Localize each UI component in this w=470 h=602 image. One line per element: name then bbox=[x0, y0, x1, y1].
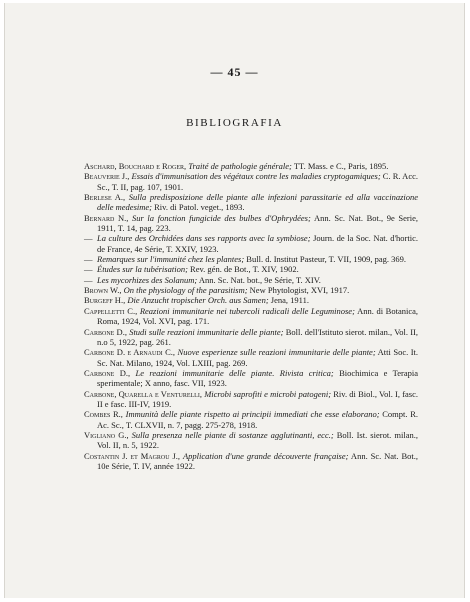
entry-source: Riv. di Patol. veget., 1893. bbox=[152, 202, 245, 213]
bibliography-entry bbox=[84, 161, 418, 171]
entry-author: Beauverie J., bbox=[84, 171, 130, 182]
entry-title: Sulla presenza nelle piante di sostanze agglutinanti, ecc.; bbox=[131, 429, 334, 440]
bibliography-entry bbox=[84, 295, 418, 305]
bibliography-entry bbox=[84, 347, 418, 368]
entry-author: Brown W., bbox=[84, 285, 122, 296]
entry-author: Combes R., bbox=[84, 409, 123, 420]
entry-source: New Phytologist, XVI, 1917. bbox=[247, 285, 350, 296]
entry-source: Rev. gén. de Bot., T. XIV, 1902. bbox=[187, 264, 299, 275]
entry-source: Journ. de la Soc. Nat. d'hortic. de France, 4e Série, T. XXIV, 1923. bbox=[97, 233, 418, 254]
entry-title: Sur la fonction fungicide des bulbes d'Ophrydées; bbox=[131, 212, 311, 223]
entry-title: Reazioni immunitarie nei tubercoli radicali delle Leguminose; bbox=[139, 305, 355, 316]
entry-source: Ann. Sc. Nat. bot., 9e Série, T. XIV. bbox=[197, 274, 321, 285]
bibliography-entry bbox=[84, 430, 418, 451]
entry-title: Traité de pathologie générale; bbox=[188, 161, 292, 171]
entry-author: Carbone D., bbox=[84, 367, 131, 378]
bibliography-entry bbox=[84, 327, 418, 348]
entry-title: Remarques sur l'immunité chez les plantes; bbox=[97, 254, 245, 265]
bibliography-entry bbox=[84, 306, 418, 327]
entry-author: Aschard, Bouchard e Roger, bbox=[84, 161, 187, 171]
entry-source: Atti Soc. It. Sc. Nat. Milano, 1924, Vol. LXIII, pag. 269. bbox=[97, 347, 419, 368]
bibliography-entry bbox=[84, 285, 418, 295]
entry-title: Die Anzucht tropischer Orch. aus Samen; bbox=[127, 295, 269, 306]
bibliography-entry bbox=[84, 264, 418, 274]
entry-source: TT. Mass. e C., Paris, 1895. bbox=[291, 161, 389, 171]
entry-author: Carbone D. e Arnaudi C., bbox=[84, 347, 176, 358]
bibliography-entry bbox=[84, 368, 418, 389]
entry-source: Bull. d. Institut Pasteur, T. VII, 1909, pag. 369. bbox=[244, 254, 407, 265]
entry-author: Berlese A., bbox=[84, 192, 126, 203]
repeat-author-dash: — bbox=[84, 264, 93, 275]
entry-author: Costantin J. et Magrou J., bbox=[84, 450, 181, 461]
entry-author: Carbone, Quarella e Venturelli, bbox=[84, 388, 202, 399]
entry-title: Immunità delle piante rispetto ai principii immediati che esse elaborano; bbox=[125, 409, 380, 420]
entry-title: Application d'une grande découverte française; bbox=[182, 450, 349, 461]
entry-source: Boll. Ist. sierot. milan., Vol. II, n. 5, 1922. bbox=[97, 429, 418, 451]
entry-title: Nuove esperienze sulle reazioni immunitarie delle piante; bbox=[177, 347, 376, 358]
entry-source: Ann. di Botanica, Roma, 1924, Vol. XVI, pag. 171. bbox=[97, 305, 419, 327]
entry-author: Burgeff H., bbox=[84, 295, 126, 306]
entry-author: Vigliano G., bbox=[84, 429, 129, 440]
entry-source: Ann. Sc. Nat. Bot., 10e Série, T. IV, année 1922. bbox=[97, 450, 418, 471]
bibliography-entry bbox=[84, 254, 418, 264]
scanned-page bbox=[4, 3, 465, 598]
bibliography-entry bbox=[84, 213, 418, 234]
entry-title: Les mycorhizes des Solanum; bbox=[97, 274, 198, 285]
entry-source: Boll. dell'Istituto sierot. milan., Vol. II, n.o 5, 1922, pag. 261. bbox=[97, 326, 418, 347]
entry-title: La culture des Orchidées dans ses rapports avec la symbiose; bbox=[97, 233, 311, 244]
entry-title: Essais d'immunisation des végétaux contre les maladies cryptogamiques; bbox=[131, 171, 381, 182]
bibliography-entry bbox=[84, 451, 418, 472]
entry-title: On the physiology of the parasitism; bbox=[123, 285, 248, 296]
bibliography-list bbox=[84, 161, 418, 471]
entry-source: Riv. di Biol., Vol. I, fasc. II e fasc. III-IV, 1919. bbox=[97, 388, 419, 409]
entry-title: Le reazioni immunitarie delle piante. Rivista critica; bbox=[135, 367, 334, 378]
entry-source: C. R. Acc. Sc., T. II, pag. 107, 1901. bbox=[97, 171, 418, 192]
entry-source: Jena, 1911. bbox=[268, 295, 309, 306]
entry-author: Cappelletti C., bbox=[84, 305, 138, 316]
entry-source: Biochimica e Terapia sperimentale; X anno, fasc. VII, 1923. bbox=[97, 367, 418, 389]
repeat-author-dash: — bbox=[84, 274, 93, 285]
bibliography-entry bbox=[84, 233, 418, 254]
repeat-author-dash: — bbox=[84, 254, 93, 265]
entry-author: Bernard N., bbox=[84, 212, 129, 223]
entry-author: Carbone D., bbox=[84, 326, 127, 337]
entry-source: Compt. R. Ac. Sc., T. CLXVII, n. 7, pagg. 275-278, 1918. bbox=[97, 409, 418, 430]
entry-source: Ann. Sc. Nat. Bot., 9e Serie, 1911, T. 14, pag. 223. bbox=[97, 212, 418, 234]
section-heading: BIBLIOGRAFIA bbox=[186, 117, 283, 129]
entry-title: Sulla predisposizione delle piante alle infezioni parassitarie ed alla vaccinazione delle medesime; bbox=[97, 192, 419, 213]
entry-title: Studi sulle reazioni immunitarie delle piante; bbox=[129, 326, 284, 337]
bibliography-entry bbox=[84, 192, 418, 213]
page-number: — 45 — bbox=[210, 65, 259, 79]
bibliography-entry bbox=[84, 171, 418, 192]
bibliography-entry bbox=[84, 389, 418, 410]
bibliography-entry bbox=[84, 275, 418, 285]
entry-title: Microbi saprofiti e microbi patogeni; bbox=[204, 388, 332, 399]
repeat-author-dash: — bbox=[84, 233, 93, 244]
bibliography-entry bbox=[84, 409, 418, 430]
entry-title: Études sur la tubérisation; bbox=[97, 264, 188, 275]
